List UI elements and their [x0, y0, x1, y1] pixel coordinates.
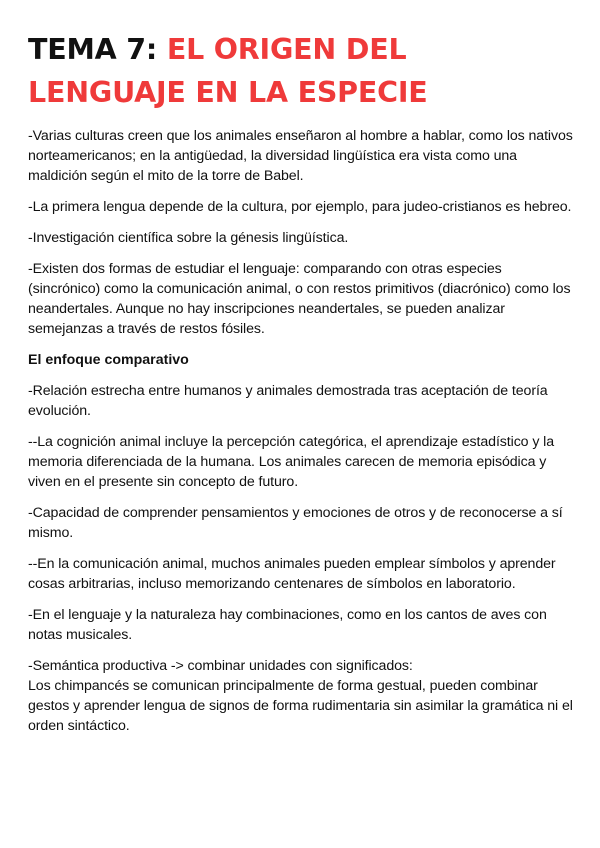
title-prefix: TEMA 7: [28, 33, 167, 66]
paragraph-intro-1: -Varias culturas creen que los animales enseñaron al hombre a hablar, como los nativos norteamericanos; en la antigüedad, la diversidad lingüística era vista como una maldición según el mito de la torre de Babel. [28, 128, 573, 184]
paragraph-final [28, 656, 574, 736]
page-title [28, 28, 574, 114]
title-accent-line1: EL ORIGEN DEL [166, 33, 407, 66]
paragraph-intro-2: -La primera lengua depende de la cultura, por ejemplo, para judeo-cristianos es hebreo. [28, 199, 572, 215]
paragraph-intro-3: -Investigación científica sobre la génesis lingüística. [28, 230, 349, 246]
section-heading: El enfoque comparativo [28, 352, 189, 368]
paragraph-intro-4: -Existen dos formas de estudiar el lenguaje: comparando con otras especies (sincrónico) como la comunicación animal, o con restos primitivos (diacrónico) como los neandertales. Aunque no hay inscripciones neandertales, se pueden analizar semejanzas a través de restos fósiles. [28, 261, 571, 337]
paragraph-section-1: -Relación estrecha entre humanos y animales demostrada tras aceptación de teoría evolución. [28, 383, 548, 419]
title-accent-line2: LENGUAJE EN LA ESPECIE [28, 76, 428, 109]
paragraph-section-3: -Capacidad de comprender pensamientos y emociones de otros y de reconocerse a sí mismo. [28, 505, 563, 541]
paragraph-section-5: -En el lenguaje y la naturaleza hay combinaciones, como en los cantos de aves con notas musicales. [28, 607, 547, 643]
paragraph-section-2: --La cognición animal incluye la percepción categórica, el aprendizaje estadístico y la memoria diferenciada de la humana. Los animales carecen de memoria episódica y viven en el presente sin concepto de futuro. [28, 434, 554, 490]
document-page [28, 28, 574, 747]
paragraph-final-line2: Los chimpancés se comunican principalmente de forma gestual, pueden combinar gestos y aprender lengua de signos de forma rudimentaria sin asimilar la gramática ni el orden sintáctico. [28, 678, 573, 734]
paragraph-section-4: --En la comunicación animal, muchos animales pueden emplear símbolos y aprender cosas arbitrarias, incluso memorizando centenares de símbolos en laboratorio. [28, 556, 556, 592]
paragraph-final-line1: -Semántica productiva -> combinar unidades con significados: [28, 658, 413, 674]
